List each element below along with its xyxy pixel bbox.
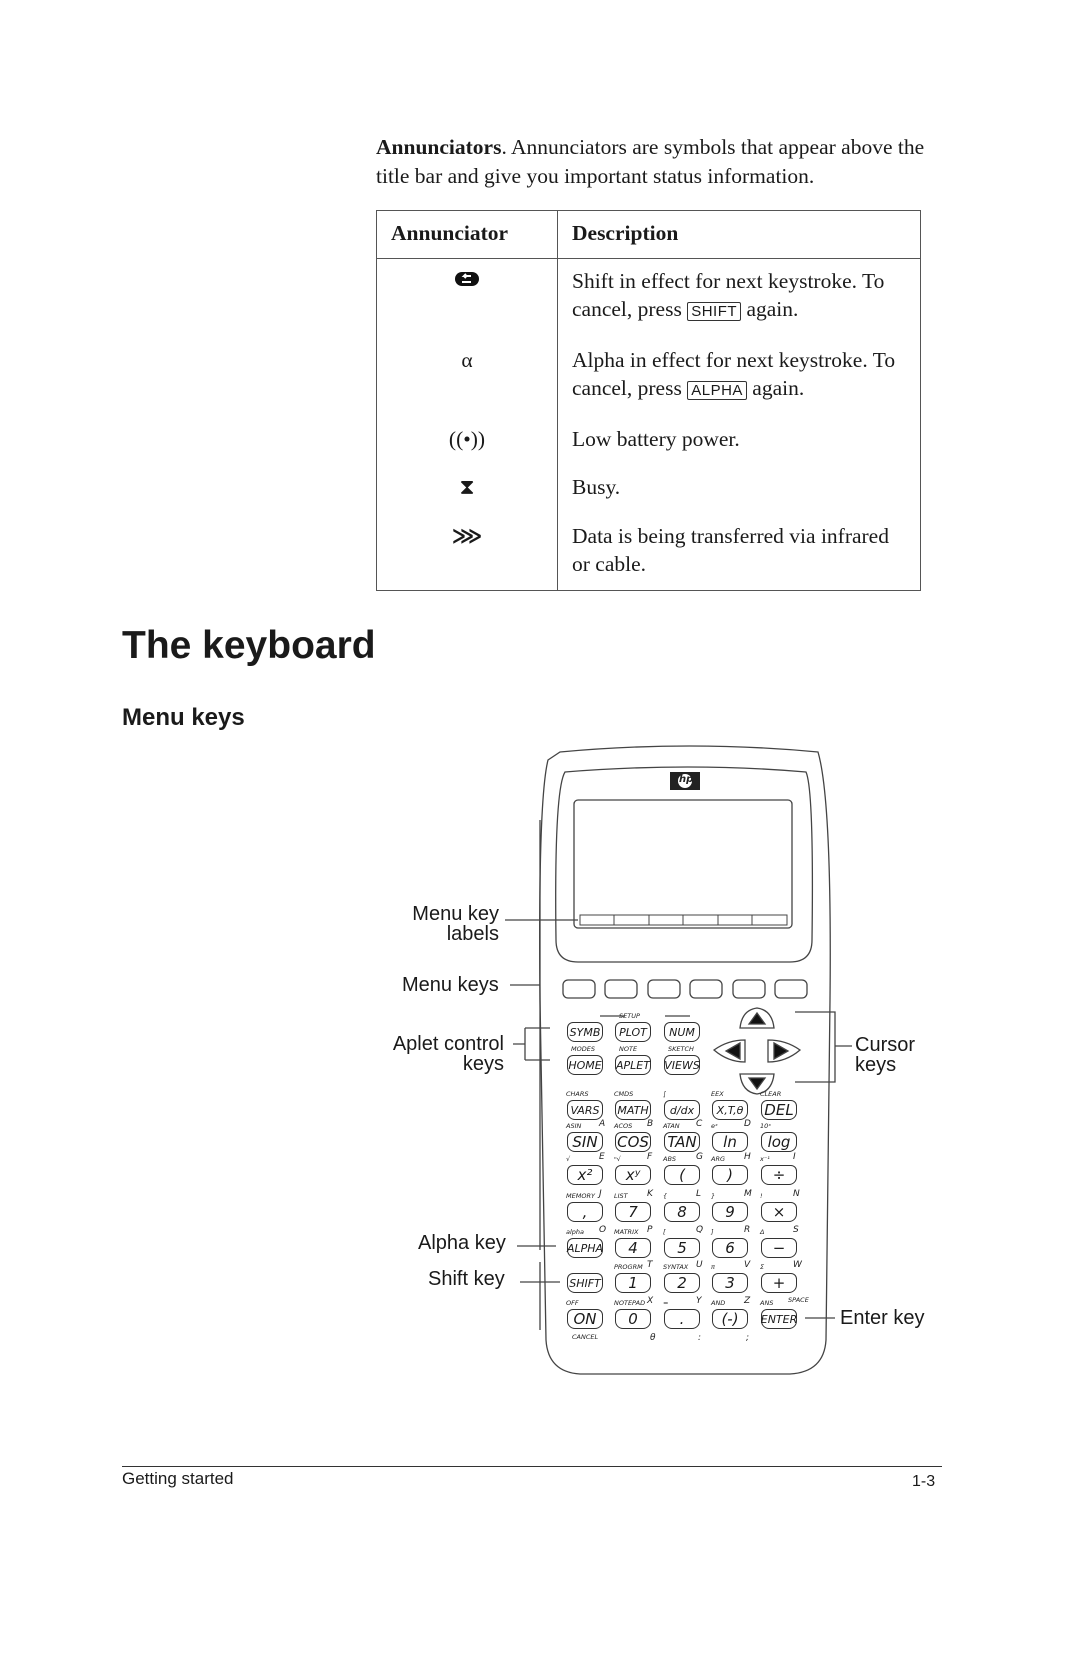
cursor-keys xyxy=(714,1008,800,1094)
key-8[interactable]: 8 xyxy=(664,1202,700,1222)
key-1[interactable]: 1 xyxy=(615,1273,651,1293)
low-battery-icon: ((•)) xyxy=(448,427,486,451)
key-plot[interactable]: PLOT xyxy=(615,1022,651,1042)
alpha-label: Y xyxy=(696,1296,702,1306)
key-x-t[interactable]: X,T,θ xyxy=(712,1100,748,1120)
alpha-label: V xyxy=(744,1260,751,1270)
section-heading: The keyboard xyxy=(122,624,376,667)
key-symbol[interactable]: . xyxy=(664,1309,700,1329)
alpha-label: H xyxy=(744,1152,751,1162)
alpha-label: K xyxy=(647,1189,653,1199)
alpha-label: D xyxy=(744,1119,751,1129)
key-3[interactable]: 3 xyxy=(712,1273,748,1293)
shifted-label: ⁿ√ xyxy=(614,1155,621,1163)
key-aplet[interactable]: APLET xyxy=(615,1055,651,1075)
description-text: Shift in effect for next keystroke. To cancel, press xyxy=(572,269,885,321)
key-9[interactable]: 9 xyxy=(712,1202,748,1222)
header-annunciator: Annunciator xyxy=(377,211,558,259)
shifted-label: NOTE xyxy=(619,1045,638,1053)
key-symbol[interactable]: + xyxy=(761,1273,797,1293)
footer-rule xyxy=(122,1466,942,1467)
key-symbol[interactable]: − xyxy=(761,1238,797,1258)
shifted-label: } xyxy=(711,1192,716,1200)
alpha-label: N xyxy=(793,1189,800,1199)
key-symb[interactable]: SYMB xyxy=(567,1022,603,1042)
key-alpha[interactable]: ALPHA xyxy=(567,1238,603,1258)
shifted-label: Σ xyxy=(760,1263,765,1271)
alpha-label: C xyxy=(696,1119,703,1129)
shifted-label: ∫ xyxy=(663,1090,667,1098)
shifted-label: 10ˣ xyxy=(760,1122,772,1130)
bottom-label: : xyxy=(698,1333,702,1343)
alpha-label: O xyxy=(599,1225,607,1235)
alpha-key-ref: ALPHA xyxy=(687,381,747,400)
shifted-label: MEMORY xyxy=(566,1192,595,1200)
shifted-label: LIST xyxy=(614,1192,628,1200)
alpha-label: S xyxy=(793,1225,799,1235)
shifted-label: √ xyxy=(566,1155,571,1163)
shifted-label: x⁻¹ xyxy=(760,1155,770,1163)
shifted-label: AND xyxy=(711,1299,726,1307)
callout-shift-key: Shift key xyxy=(428,1268,505,1290)
key-views[interactable]: VIEWS xyxy=(664,1055,700,1075)
menu-keys xyxy=(563,980,807,998)
hp-logo-text: hp xyxy=(679,774,694,785)
key-num[interactable]: NUM xyxy=(664,1022,700,1042)
key-4[interactable]: 4 xyxy=(615,1238,651,1258)
footer-page-number: 1-3 xyxy=(912,1473,936,1490)
shifted-label: NOTEPAD xyxy=(614,1299,646,1307)
shifted-label: SETUP xyxy=(619,1012,640,1020)
intro-term: Annunciators xyxy=(376,135,502,159)
shifted-label: Δ xyxy=(760,1228,765,1236)
key-ln[interactable]: ln xyxy=(712,1132,748,1152)
shifted-label: { xyxy=(663,1192,668,1200)
alpha-label: R xyxy=(744,1225,751,1235)
key-symbol[interactable]: ( xyxy=(664,1165,700,1185)
key-symbol[interactable]: ) xyxy=(712,1165,748,1185)
alpha-label: M xyxy=(744,1189,752,1199)
callout-aplet-control-keys: Aplet control keys xyxy=(392,1033,504,1075)
shifted-label: ] xyxy=(711,1228,714,1236)
key-x[interactable]: x² xyxy=(567,1165,603,1185)
callout-menu-key-labels: Menu key labels xyxy=(412,903,499,945)
alpha-label: SPACE xyxy=(788,1296,809,1304)
key-x[interactable]: xʸ xyxy=(615,1165,651,1185)
key-math[interactable]: MATH xyxy=(615,1100,651,1120)
callout-menu-keys: Menu keys xyxy=(402,974,499,996)
shifted-label: CHARS xyxy=(566,1090,589,1098)
alpha-label: Z xyxy=(744,1296,751,1306)
shifted-label: [ xyxy=(663,1228,666,1236)
key-symbol[interactable]: (-) xyxy=(712,1309,748,1329)
shifted-label: OFF xyxy=(566,1299,579,1307)
key-symbol[interactable]: × xyxy=(761,1202,797,1222)
header-description: Description xyxy=(558,211,921,259)
alpha-label: F xyxy=(647,1152,653,1162)
description-text: Low battery power. xyxy=(572,427,740,451)
description-text: Alpha in effect for next keystroke. To cancel, press xyxy=(572,348,896,400)
alpha-label: J xyxy=(599,1189,602,1199)
alpha-label: X xyxy=(647,1296,654,1306)
key-sin[interactable]: SIN xyxy=(567,1132,603,1152)
key-cos[interactable]: COS xyxy=(615,1132,651,1152)
alpha-label: Q xyxy=(696,1225,704,1235)
callout-alpha-key: Alpha key xyxy=(418,1232,506,1254)
description-text: Data is being transferred via infrared or cable. xyxy=(572,524,889,576)
key-del[interactable]: DEL xyxy=(761,1100,797,1120)
shifted-label: CMDS xyxy=(614,1090,634,1098)
alpha-label: I xyxy=(793,1152,796,1162)
key-6[interactable]: 6 xyxy=(712,1238,748,1258)
footer-chapter: Getting started xyxy=(122,1469,234,1488)
shifted-label: ASIN xyxy=(566,1122,582,1130)
description-text: Busy. xyxy=(572,475,621,499)
shifted-label: ! xyxy=(760,1192,763,1200)
shifted-label: CLEAR xyxy=(760,1090,782,1098)
shifted-label: ARG xyxy=(711,1155,725,1163)
shifted-label: MODES xyxy=(571,1045,595,1053)
key-on[interactable]: ON xyxy=(567,1309,603,1329)
bottom-label: ; xyxy=(746,1333,750,1343)
shifted-label: ANS xyxy=(760,1299,774,1307)
shifted-label: ATAN xyxy=(663,1122,680,1130)
key-log[interactable]: log xyxy=(761,1132,797,1152)
bottom-label: CANCEL xyxy=(572,1333,599,1341)
shifted-label: MATRIX xyxy=(614,1228,639,1236)
alpha-annunciator-icon: α xyxy=(461,348,473,372)
shifted-label: π xyxy=(711,1263,715,1271)
bottom-label: θ xyxy=(650,1333,656,1343)
shifted-label: = xyxy=(663,1299,669,1307)
data-transfer-icon: ⋙ xyxy=(451,524,483,549)
key-home[interactable]: HOME xyxy=(567,1055,603,1075)
description-text: again. xyxy=(746,376,805,400)
shifted-label: SYNTAX xyxy=(663,1263,689,1271)
key-symbol[interactable]: ÷ xyxy=(761,1165,797,1185)
alpha-label: B xyxy=(647,1119,654,1129)
shifted-label: ACOS xyxy=(614,1122,633,1130)
key-symbol[interactable]: , xyxy=(567,1202,603,1222)
shifted-label: SKETCH xyxy=(668,1045,694,1053)
shifted-label: EEX xyxy=(711,1090,724,1098)
intro-text: . Annunciators are symbols that appear above the title bar and give you important status information. xyxy=(376,135,925,188)
key-vars[interactable]: VARS xyxy=(567,1100,603,1120)
description-text: again. xyxy=(741,297,799,321)
key-shift[interactable]: SHIFT xyxy=(567,1273,603,1293)
key-tan[interactable]: TAN xyxy=(664,1132,700,1152)
shift-key-ref: SHIFT xyxy=(687,302,741,321)
key-enter[interactable]: ENTER xyxy=(761,1309,797,1329)
callout-cursor-keys: Cursor keys xyxy=(855,1034,916,1076)
key-5[interactable]: 5 xyxy=(664,1238,700,1258)
key-2[interactable]: 2 xyxy=(664,1273,700,1293)
callout-enter-key: Enter key xyxy=(840,1307,925,1329)
shifted-label: alpha xyxy=(566,1228,585,1236)
alpha-label: G xyxy=(696,1152,703,1162)
key-0[interactable]: 0 xyxy=(615,1309,651,1329)
alpha-label: L xyxy=(696,1189,702,1199)
alpha-label: T xyxy=(647,1260,653,1270)
alpha-label: A xyxy=(599,1119,606,1129)
alpha-label: E xyxy=(599,1152,605,1162)
alpha-label: W xyxy=(793,1260,802,1270)
alpha-label: P xyxy=(647,1225,653,1235)
subsection-heading: Menu keys xyxy=(122,704,245,731)
shifted-label: PROGRM xyxy=(614,1263,643,1271)
busy-hourglass-icon: ⧗ xyxy=(459,475,475,500)
key-d-dx[interactable]: d/dx xyxy=(664,1100,700,1120)
shifted-label: eˣ xyxy=(711,1122,718,1130)
alpha-label: U xyxy=(696,1260,703,1270)
shifted-label: ABS xyxy=(663,1155,677,1163)
key-7[interactable]: 7 xyxy=(615,1202,651,1222)
